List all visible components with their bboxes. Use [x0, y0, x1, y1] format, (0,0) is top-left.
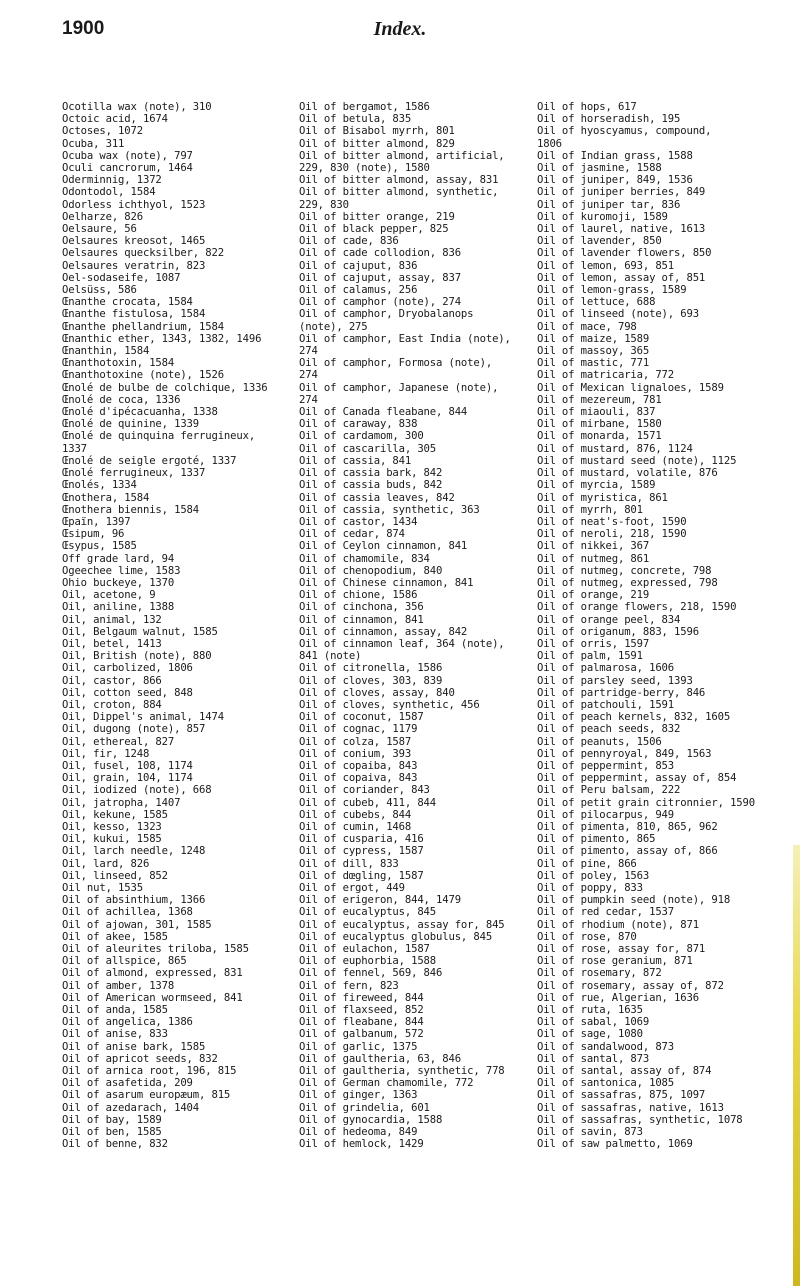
index-entry: Oil of Chinese cinnamon, 841: [299, 576, 474, 589]
index-entry: Oil of Mexican lignaloes, 1589: [537, 381, 724, 394]
index-entry: Oil, aniline, 1388: [62, 601, 175, 614]
index-entry: Oil of pilocarpus, 949: [537, 808, 675, 821]
index-entry: Oil of colza, 1587: [299, 735, 412, 748]
index-entry: Œnolés, 1334: [62, 479, 137, 492]
index-entry: Oil of juniper tar, 836: [537, 198, 681, 211]
index-entry: Œpaïn, 1397: [62, 515, 131, 528]
index-entry: Off grade lard, 94: [62, 552, 175, 565]
index-entry: Oil of matricaria, 772: [537, 369, 675, 382]
index-entry: Oil of cinchona, 356: [299, 601, 424, 614]
index-entry: Oil of sassafras, synthetic, 1078: [537, 1113, 743, 1126]
index-entry: Oil of peanuts, 1506: [537, 735, 662, 748]
index-entry: Oil, jatropha, 1407: [62, 796, 181, 809]
index-entry: 229, 830: [299, 198, 349, 211]
index-entry: Oil of santonica, 1085: [537, 1077, 675, 1090]
index-entry: Ocuba wax (note), 797: [62, 149, 193, 162]
index-entry: Oil of euphorbia, 1588: [299, 955, 437, 968]
index-entry: Oil of caraway, 838: [299, 418, 418, 431]
index-entry: Oil of ben, 1585: [62, 1126, 162, 1139]
index-entry: Oil, ethereal, 827: [62, 735, 175, 748]
index-entry: Oil of mace, 798: [537, 320, 637, 333]
index-entry: 274: [299, 369, 318, 382]
index-entry: Ogeechee lime, 1583: [62, 564, 181, 577]
index-entry: Oil of juniper berries, 849: [537, 186, 706, 199]
index-entry: Oil of palmarosa, 1606: [537, 662, 675, 675]
index-entry: Oil of juniper, 849, 1536: [537, 174, 693, 187]
index-column-1: [62, 101, 307, 1150]
index-entry: Oil of eucalyptus globulus, 845: [299, 930, 493, 943]
index-entry: Oil of orris, 1597: [537, 637, 650, 650]
index-entry: Oelsaures quecksilber, 822: [62, 247, 224, 260]
index-entry: Oil of bitter almond, synthetic,: [299, 186, 499, 199]
index-entry: Oelsüss, 586: [62, 284, 137, 297]
index-entry: Oil of citronella, 1586: [299, 662, 443, 675]
index-entry: Œnolé de coca, 1336: [62, 393, 181, 406]
index-column-2: [299, 101, 544, 1150]
index-entry: Œnanthic ether, 1343, 1382, 1496: [62, 332, 262, 345]
index-entry: Oil of azedarach, 1404: [62, 1101, 200, 1114]
index-entry: Oil of cubeb, 411, 844: [299, 796, 437, 809]
index-entry: Oil of benne, 832: [62, 1138, 168, 1151]
index-entry: Oil of cassia, synthetic, 363: [299, 503, 480, 516]
index-entry: Oil of partridge-berry, 846: [537, 686, 706, 699]
index-entry: Oil of ajowan, 301, 1585: [62, 918, 212, 931]
index-entry: Oil of almond, expressed, 831: [62, 967, 243, 980]
index-entry: Oil of coconut, 1587: [299, 711, 424, 724]
index-entry: Oil of palm, 1591: [537, 650, 643, 663]
index-entry: Oil of grindelia, 601: [299, 1101, 430, 1114]
index-entry: Oil, grain, 104, 1174: [62, 772, 193, 785]
index-entry: Oil of lemon-grass, 1589: [537, 284, 687, 297]
index-entry: Oil of bay, 1589: [62, 1113, 162, 1126]
index-entry: Oil of nutmeg, 861: [537, 552, 650, 565]
index-entry: Œnolé d'ipécacuanha, 1338: [62, 406, 218, 419]
index-entry: Oil of camphor, East India (note),: [299, 332, 511, 345]
index-entry: Oil, animal, 132: [62, 613, 162, 626]
index-entry: Oil of cajuput, assay, 837: [299, 271, 461, 284]
index-entry: Oil of rose, assay for, 871: [537, 943, 706, 956]
index-entry: Oil of cinnamon, assay, 842: [299, 625, 468, 638]
index-entry: Oil of cognac, 1179: [299, 723, 418, 736]
index-entry: Oil, fir, 1248: [62, 747, 150, 760]
index-entry: Oil, croton, 884: [62, 698, 162, 711]
index-entry: Oil of gynocardia, 1588: [299, 1113, 443, 1126]
index-entry: Oelsaures veratrin, 823: [62, 259, 206, 272]
index-entry: Oil of calamus, 256: [299, 284, 418, 297]
index-entry: Oil of ginger, 1363: [299, 1089, 418, 1102]
index-entry: Oil of achillea, 1368: [62, 906, 193, 919]
index-entry: Oil, betel, 1413: [62, 637, 162, 650]
index-entry: Oil of akee, 1585: [62, 930, 168, 943]
index-entry: Œsipum, 96: [62, 528, 125, 541]
index-entry: Oil of black pepper, 825: [299, 223, 449, 236]
index-entry: Oil of bitter almond, assay, 831: [299, 174, 499, 187]
index-entry: Œnolé de quinine, 1339: [62, 418, 200, 431]
index-entry: Oil of linseed (note), 693: [537, 308, 699, 321]
index-entry: Oil of rose, 870: [537, 930, 637, 943]
index-entry: Oil of cassia buds, 842: [299, 479, 443, 492]
index-entry: Oil of Indian grass, 1588: [537, 149, 693, 162]
page-header: [0, 18, 800, 46]
index-entry: Oil of mustard seed (note), 1125: [537, 454, 737, 467]
index-entry: Oil of mustard, 876, 1124: [537, 442, 693, 455]
index-entry: Oelsaure, 56: [62, 223, 137, 236]
index-entry: Oil of sandalwood, 873: [537, 1040, 675, 1053]
index-entry: Oil of lettuce, 688: [537, 296, 656, 309]
index-entry: Oil of copaiba, 843: [299, 759, 418, 772]
index-entry: Oil of garlic, 1375: [299, 1040, 418, 1053]
index-entry: Œnanthe fistulosa, 1584: [62, 308, 206, 321]
index-entry: Oil, kekune, 1585: [62, 808, 168, 821]
index-entry: Oculi cancrorum, 1464: [62, 162, 193, 175]
index-entry: Oil of myristica, 861: [537, 491, 668, 504]
index-entry: Oil of flaxseed, 852: [299, 1004, 424, 1017]
index-entry: Oil of chamomile, 834: [299, 552, 430, 565]
index-entry: Ohio buckeye, 1370: [62, 576, 175, 589]
index-entry: Œnolé de seigle ergoté, 1337: [62, 454, 237, 467]
index-entry: Oil of chenopodium, 840: [299, 564, 443, 577]
index-entry: Oil of cade collodion, 836: [299, 247, 461, 260]
index-entry: Odorless ichthyol, 1523: [62, 198, 206, 211]
index-entry: Oderminnig, 1372: [62, 174, 162, 187]
index-entry: Oil of bitter almond, artificial,: [299, 149, 505, 162]
index-entry: 274: [299, 345, 318, 358]
index-entry: Oil, kukui, 1585: [62, 833, 162, 846]
index-entry: Oil of jasmine, 1588: [537, 162, 662, 175]
index-entry: Oil of parsley seed, 1393: [537, 674, 693, 687]
index-entry: Oil of camphor (note), 274: [299, 296, 461, 309]
index-entry: Oil of petit grain citronnier, 1590: [537, 796, 755, 809]
index-entry: Oil of dœgling, 1587: [299, 869, 424, 882]
page-number: 1900: [62, 18, 105, 39]
index-entry: Oil of cassia, 841: [299, 454, 412, 467]
index-entry: Oil of asarum europæum, 815: [62, 1089, 231, 1102]
index-entry: Oil, linseed, 852: [62, 869, 168, 882]
index-entry: Oil of cinnamon leaf, 364 (note),: [299, 637, 505, 650]
index-entry: Oil of pimenta, 810, 865, 962: [537, 820, 718, 833]
index-entry: Octoic acid, 1674: [62, 113, 168, 126]
index-entry: Oil of massoy, 365: [537, 345, 650, 358]
index-entry: Oil of mustard, volatile, 876: [537, 467, 718, 480]
index-entry: Oil, lard, 826: [62, 857, 150, 870]
index-entry: Oil of cubebs, 844: [299, 808, 412, 821]
index-entry: Oil of myrcia, 1589: [537, 479, 656, 492]
page-title: Index.: [373, 18, 427, 40]
index-entry: Oil of amber, 1378: [62, 979, 175, 992]
index-entry: Œnothera, 1584: [62, 491, 150, 504]
index-entry: Œnothera biennis, 1584: [62, 503, 200, 516]
index-entry: Oil, iodized (note), 668: [62, 784, 212, 797]
index-entry: Oil of apricot seeds, 832: [62, 1052, 218, 1065]
index-entry: Oil nut, 1535: [62, 882, 143, 894]
index-entry: Oil of nikkei, 367: [537, 540, 650, 553]
index-entry: Œnolé de bulbe de colchique, 1336: [62, 381, 268, 394]
index-entry: Oil of mezereum, 781: [537, 393, 662, 406]
index-entry: Oil of conium, 393: [299, 747, 412, 760]
index-entry: Oil of lavender flowers, 850: [537, 247, 712, 260]
index-entry: Oil, castor, 866: [62, 674, 162, 687]
index-entry: Oil of orange flowers, 218, 1590: [537, 601, 737, 614]
index-entry: Oil of eucalyptus, assay for, 845: [299, 918, 505, 931]
index-entry: Oil of maize, 1589: [537, 332, 650, 345]
index-entry: Oil of American wormseed, 841: [62, 991, 243, 1004]
index-entry: 229, 830 (note), 1580: [299, 162, 430, 175]
index-entry: Oil of origanum, 883, 1596: [537, 625, 699, 638]
index-entry: Oil of peppermint, assay of, 854: [537, 772, 737, 785]
index-entry: Oil of arnica root, 196, 815: [62, 1065, 237, 1078]
index-entry: Ocotilla wax (note), 310: [62, 101, 212, 113]
index-entry: Oil of Ceylon cinnamon, 841: [299, 540, 468, 553]
index-entry: Oil of ruta, 1635: [537, 1004, 643, 1017]
index-entry: Oil of orange peel, 834: [537, 613, 681, 626]
index-entry: Œnanthe phellandrium, 1584: [62, 320, 224, 333]
index-entry: Œnanthe crocata, 1584: [62, 296, 193, 309]
index-entry: Oelsaures kreosot, 1465: [62, 235, 206, 248]
index-entry: Oil of ergot, 449: [299, 882, 405, 894]
index-entry: Oil, cotton seed, 848: [62, 686, 193, 699]
index-entry: Oil of cumin, 1468: [299, 820, 412, 833]
index-entry: Oil of nutmeg, expressed, 798: [537, 576, 718, 589]
index-entry: Oil of nutmeg, concrete, 798: [537, 564, 712, 577]
index-entry: Oil of pennyroyal, 849, 1563: [537, 747, 712, 760]
index-entry: Oil of cardamom, 300: [299, 430, 424, 443]
index-entry: Œnanthotoxin, 1584: [62, 357, 175, 370]
index-entry: Oil, kesso, 1323: [62, 820, 162, 833]
index-entry: Oil of cassia leaves, 842: [299, 491, 455, 504]
index-entry: Ocuba, 311: [62, 137, 125, 150]
index-entry: Oil of lemon, 693, 851: [537, 259, 675, 272]
index-entry: Oil of fleabane, 844: [299, 1016, 424, 1029]
index-entry: Oil of fennel, 569, 846: [299, 967, 443, 980]
index-entry: Octoses, 1072: [62, 125, 143, 138]
index-entry: Oil of Bisabol myrrh, 801: [299, 125, 455, 138]
index-entry: Œsypus, 1585: [62, 540, 137, 553]
index-entry: Oil of camphor, Japanese (note),: [299, 381, 499, 394]
index-entry: Oil, dugong (note), 857: [62, 723, 206, 736]
index-entry: Oil of rose geranium, 871: [537, 955, 693, 968]
index-entry: Oelharze, 826: [62, 210, 143, 223]
index-entry: Oil of monarda, 1571: [537, 430, 662, 443]
index-entry: Oil of rhodium (note), 871: [537, 918, 699, 931]
index-entry: Oil of neroli, 218, 1590: [537, 528, 687, 541]
index-entry: Oil of santal, assay of, 874: [537, 1065, 712, 1078]
index-entry: Oil of allspice, 865: [62, 955, 187, 968]
index-entry: Oil of peppermint, 853: [537, 759, 675, 772]
index-entry: Oil, Dippel's animal, 1474: [62, 711, 224, 724]
index-entry: Oil of poley, 1563: [537, 869, 650, 882]
index-entry: Oil of aleurites triloba, 1585: [62, 943, 249, 956]
index-entry: Oil of pimento, 865: [537, 833, 656, 846]
index-entry: Oil of rosemary, assay of, 872: [537, 979, 724, 992]
index-entry: Oil of copaiva, 843: [299, 772, 418, 785]
index-entry: Oil of hyoscyamus, compound,: [537, 125, 712, 138]
index-entry: Oil of myrrh, 801: [537, 503, 643, 516]
index-entry: Oil of saw palmetto, 1069: [537, 1138, 693, 1151]
index-entry: Oil of asafetida, 209: [62, 1077, 193, 1090]
index-entry: Oil of peach seeds, 832: [537, 723, 681, 736]
index-entry: Oil of erigeron, 844, 1479: [299, 894, 461, 907]
index-entry: Oil of Peru balsam, 222: [537, 784, 681, 797]
index-entry: Oil of cajuput, 836: [299, 259, 418, 272]
index-entry: Œnolé de quinquina ferrugineux,: [62, 430, 256, 443]
index-entry: Oil of pumpkin seed (note), 918: [537, 894, 731, 907]
index-entry: Oil of anise bark, 1585: [62, 1040, 206, 1053]
index-entry: Oil of sassafras, 875, 1097: [537, 1089, 706, 1102]
index-entry: 1806: [537, 137, 562, 150]
index-entry: Oil of galbanum, 572: [299, 1028, 424, 1041]
index-entry: Oil of anda, 1585: [62, 1004, 168, 1017]
index-entry: Oil, British (note), 880: [62, 650, 212, 663]
index-entry: Oil of gaultheria, synthetic, 778: [299, 1065, 505, 1078]
index-entry: (note), 275: [299, 320, 368, 333]
index-entry: Oil of lavender, 850: [537, 235, 662, 248]
index-entry: Oil of cade, 836: [299, 235, 399, 248]
index-entry: Oil of pimento, assay of, 866: [537, 845, 718, 858]
index-entry: Oil of Canada fleabane, 844: [299, 406, 468, 419]
index-entry: Oil of cusparia, 416: [299, 833, 424, 846]
index-entry: Oil of lemon, assay of, 851: [537, 271, 706, 284]
index-entry: Oil, fusel, 108, 1174: [62, 759, 193, 772]
index-entry: Oil of cascarilla, 305: [299, 442, 437, 455]
index-entry: Oil of fern, 823: [299, 979, 399, 992]
index-entry: Oil of castor, 1434: [299, 515, 418, 528]
index-entry: Oil of santal, 873: [537, 1052, 650, 1065]
index-entry: Oil of cypress, 1587: [299, 845, 424, 858]
index-entry: Oil of rue, Algerian, 1636: [537, 991, 699, 1004]
index-entry: Oil of orange, 219: [537, 589, 650, 602]
index-entry: Oil of dill, 833: [299, 857, 399, 870]
index-entry: Oil of rosemary, 872: [537, 967, 662, 980]
index-entry: Oil of fireweed, 844: [299, 991, 424, 1004]
index-entry: Oil of cassia bark, 842: [299, 467, 443, 480]
index-entry: Oil of hops, 617: [537, 101, 637, 113]
index-entry: Oil of horseradish, 195: [537, 113, 681, 126]
index-entry: Oil of gaultheria, 63, 846: [299, 1052, 461, 1065]
index-entry: Oil of coriander, 843: [299, 784, 430, 797]
index-entry: Oil of bitter orange, 219: [299, 210, 455, 223]
index-entry: Oil of camphor, Formosa (note),: [299, 357, 493, 370]
index-entry: Oil of cedar, 874: [299, 528, 405, 541]
index-entry: Oil of angelica, 1386: [62, 1016, 193, 1029]
index-entry: Oil of neat's-foot, 1590: [537, 515, 687, 528]
index-entry: Oel-sodaseife, 1087: [62, 271, 181, 284]
index-entry: Œnolé ferrugineux, 1337: [62, 467, 206, 480]
index-entry: Oil of mirbane, 1580: [537, 418, 662, 431]
index-entry: Oil of laurel, native, 1613: [537, 223, 706, 236]
index-entry: Oil of cinnamon, 841: [299, 613, 424, 626]
index-entry: Oil of betula, 835: [299, 113, 412, 126]
index-entry: Oil of hemlock, 1429: [299, 1138, 424, 1151]
index-entry: Oil of sabal, 1069: [537, 1016, 650, 1029]
index-entry: Oil of cloves, 303, 839: [299, 674, 443, 687]
index-entry: Oil of cloves, synthetic, 456: [299, 698, 480, 711]
index-entry: Oil of red cedar, 1537: [537, 906, 675, 919]
index-entry: 841 (note): [299, 650, 362, 663]
index-entry: Oil of bitter almond, 829: [299, 137, 455, 150]
index-entry: Oil of mastic, 771: [537, 357, 650, 370]
index-entry: Oil of sage, 1080: [537, 1028, 643, 1041]
index-column-3: [537, 101, 782, 1150]
index-entry: Oil of anise, 833: [62, 1028, 168, 1041]
page-edge-tab: [793, 845, 800, 1286]
index-entry: Oil of absinthium, 1366: [62, 894, 206, 907]
index-entry: Oil, Belgaum walnut, 1585: [62, 625, 218, 638]
index-entry: Oil of eucalyptus, 845: [299, 906, 437, 919]
index-entry: Oil of savin, 873: [537, 1126, 643, 1139]
index-entry: Oil of pine, 866: [537, 857, 637, 870]
index-entry: Oil of German chamomile, 772: [299, 1077, 474, 1090]
index-entry: 1337: [62, 442, 87, 455]
index-entry: Oil of chione, 1586: [299, 589, 418, 602]
index-entry: Oil of hedeoma, 849: [299, 1126, 418, 1139]
index-entry: Oil of miaouli, 837: [537, 406, 656, 419]
index-entry: 274: [299, 393, 318, 406]
index-entry: Oil of poppy, 833: [537, 882, 643, 894]
index-entry: Oil of sassafras, native, 1613: [537, 1101, 724, 1114]
index-entry: Odontodol, 1584: [62, 186, 156, 199]
index-entry: Oil of peach kernels, 832, 1605: [537, 711, 731, 724]
index-entry: Oil of bergamot, 1586: [299, 101, 430, 113]
index-entry: Œnanthin, 1584: [62, 345, 150, 358]
index-entry: Oil of cloves, assay, 840: [299, 686, 455, 699]
index-entry: Oil of eulachon, 1587: [299, 943, 430, 956]
index-entry: Oil, carbolized, 1806: [62, 662, 193, 675]
index-entry: Œnanthotoxine (note), 1526: [62, 369, 224, 382]
index-entry: Oil of patchouli, 1591: [537, 698, 675, 711]
index-entry: Oil of kuromoji, 1589: [537, 210, 668, 223]
index-entry: Oil, larch needle, 1248: [62, 845, 206, 858]
index-entry: Oil, acetone, 9: [62, 589, 156, 602]
index-entry: Oil of camphor, Dryobalanops: [299, 308, 474, 321]
